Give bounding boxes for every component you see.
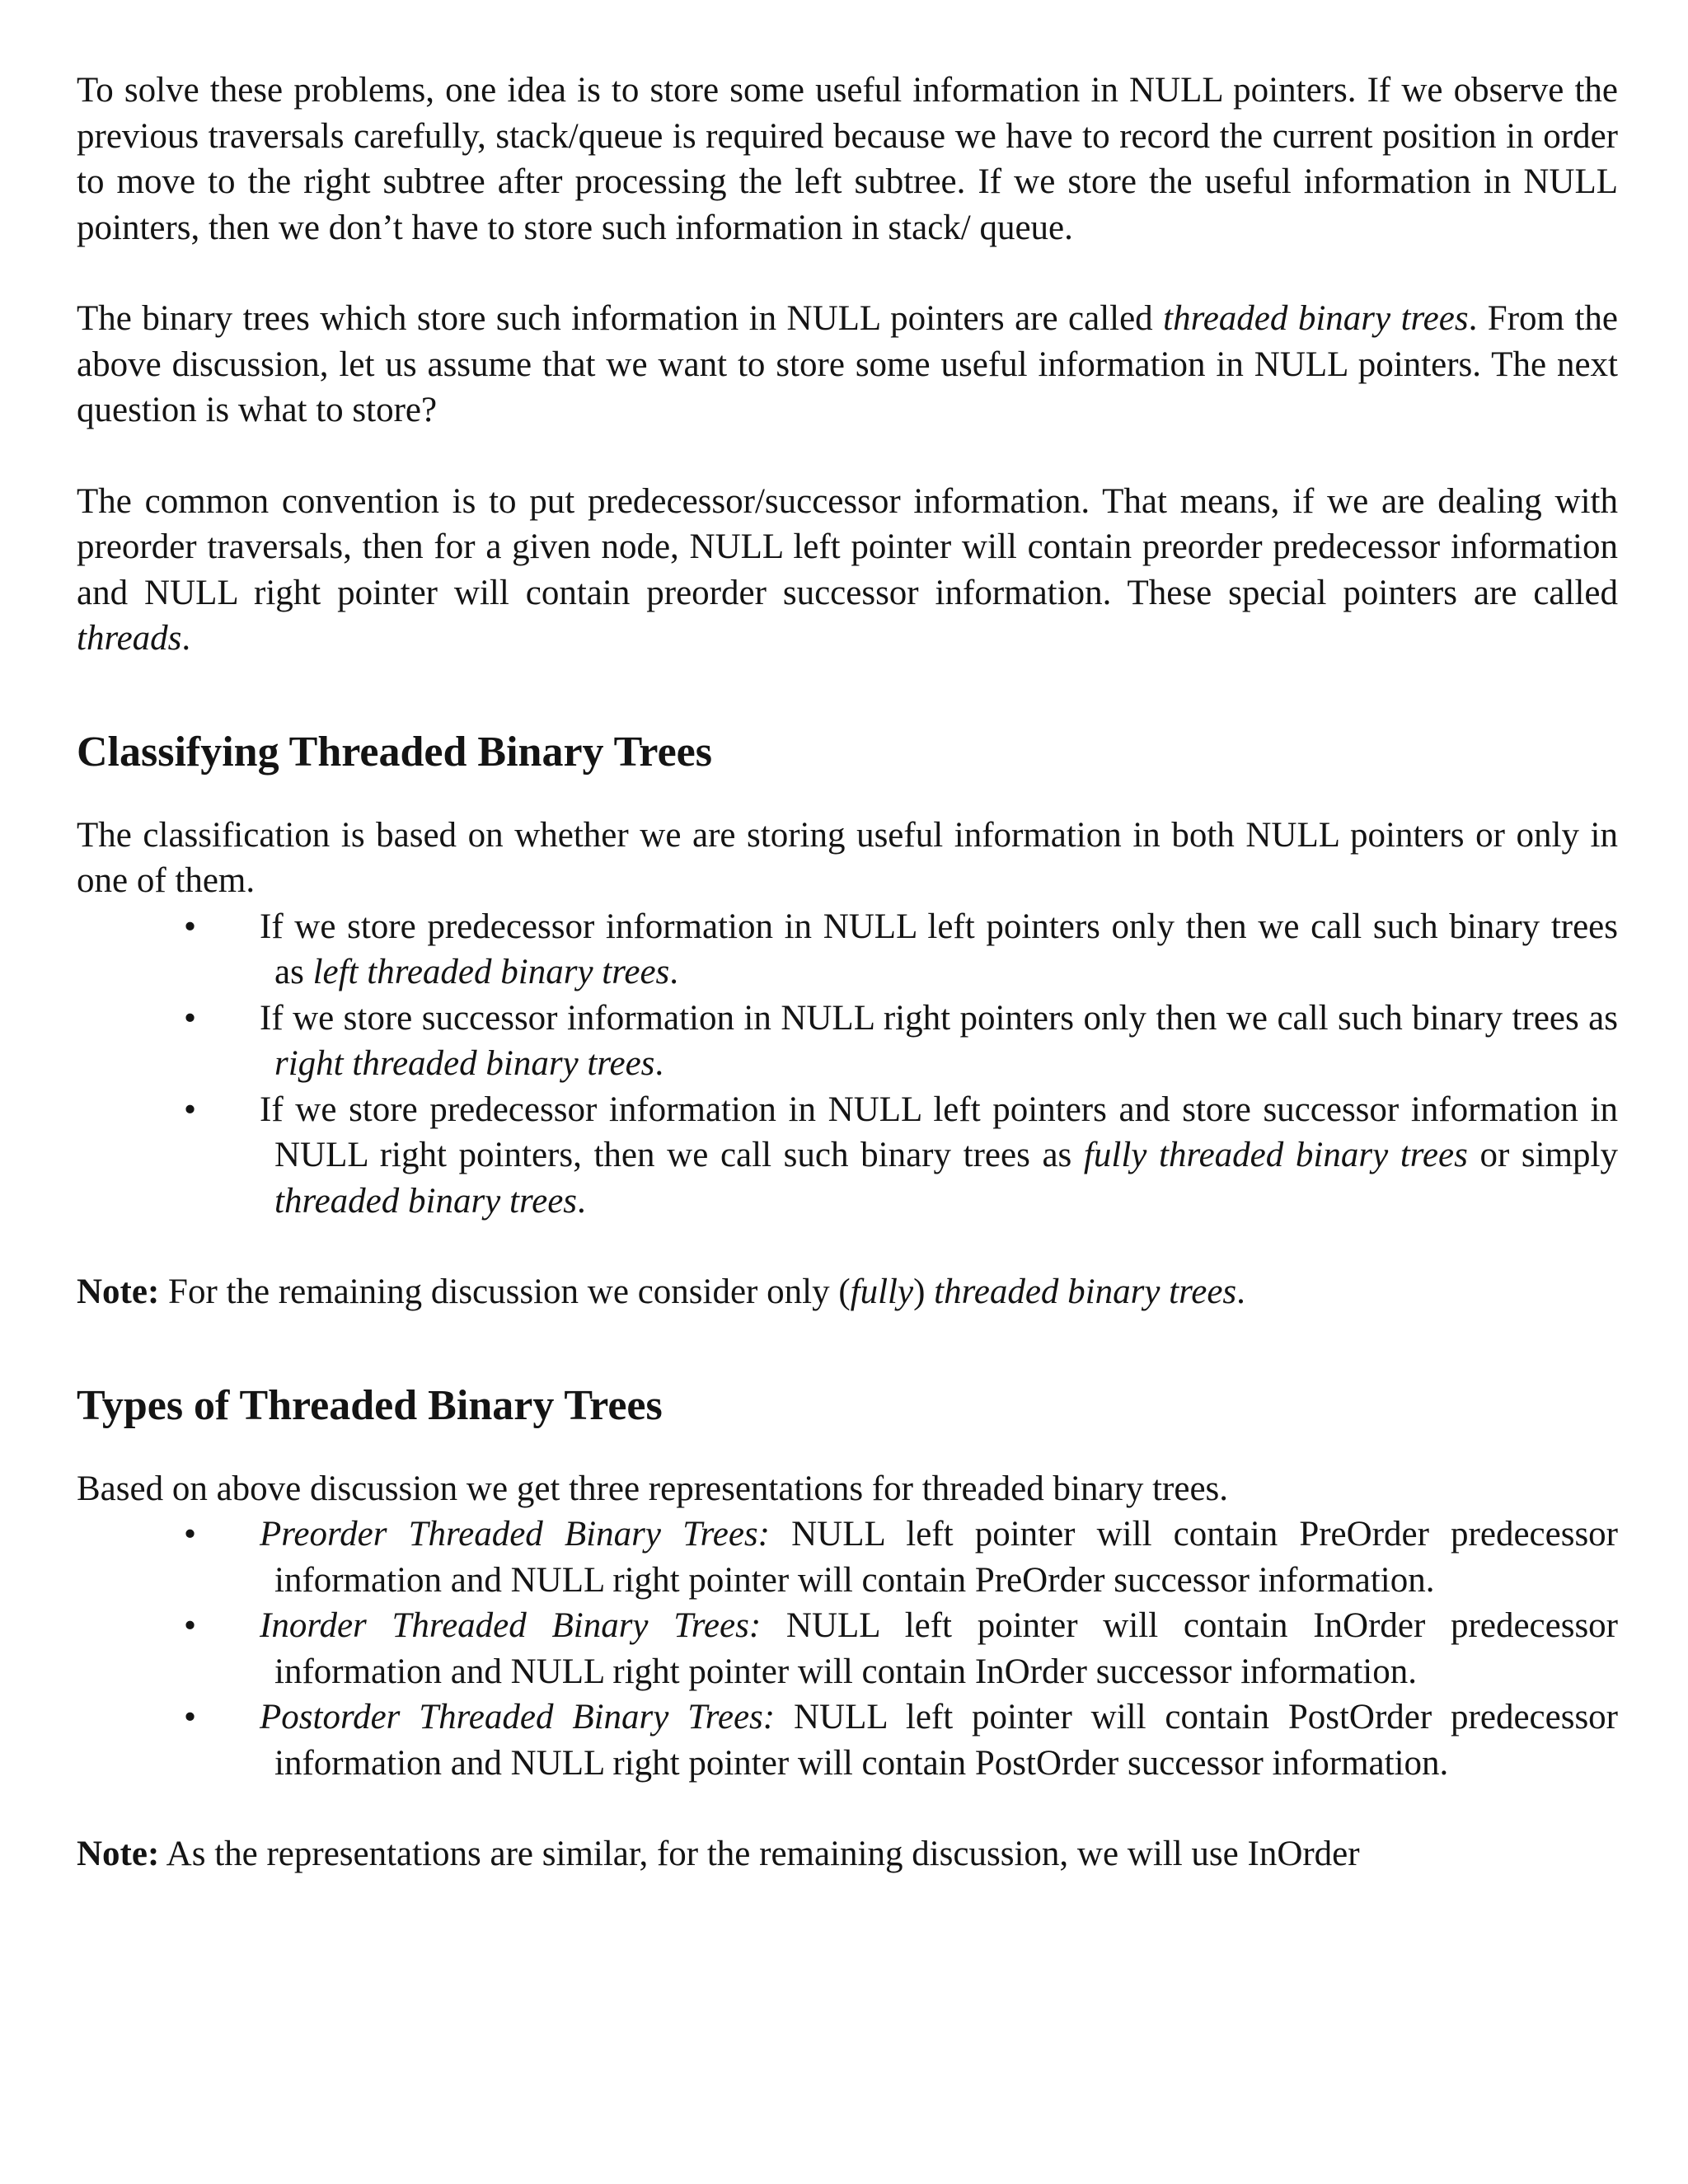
- paragraph-threaded-definition: The binary trees which store such information in NULL pointers are called threaded binary trees. From the above discussion, let us assume that we want to store some useful information in NULL pointers. The next question is what to store?: [77, 299, 1618, 429]
- list-item: • Postorder Threaded Binary Trees: NULL left pointer will contain PostOrder predecessor information and NULL right pointer will contain PostOrder successor information.: [77, 1694, 1618, 1786]
- bullet-icon: •: [184, 1698, 197, 1736]
- paragraph-null-pointers: To solve these problems, one idea is to store some useful information in NULL pointers. If we observe the previous traversals carefully, stack/queue is required because we have to record the current position in order to move to the right subtree after processing the left subtree. If we store the useful information in NULL pointers, then we don’t have to store such information in stack/ queue.: [77, 71, 1618, 247]
- paragraph-types-intro: Based on above discussion we get three representations for threaded binary trees.: [77, 1469, 1229, 1508]
- bullet-icon: •: [184, 1606, 197, 1645]
- term-threaded-binary-trees: threaded binary trees: [1163, 299, 1469, 338]
- list-item: • If we store predecessor information in NULL left pointers and store successor information in NULL right pointers, then we call such binary trees as fully threaded binary trees or simply threaded binary trees.: [77, 1087, 1618, 1225]
- bullet-icon: •: [184, 1090, 197, 1129]
- bullet-icon: •: [184, 998, 197, 1038]
- spacer: [77, 1315, 1618, 1377]
- note-label: Note:: [77, 1272, 160, 1311]
- spacer: [77, 434, 1618, 479]
- spacer: [77, 662, 1618, 724]
- document-page: [77, 68, 1618, 1877]
- spacer: [77, 1786, 1618, 1831]
- heading-types: Types of Threaded Binary Trees: [77, 1381, 663, 1429]
- types-list: [77, 1511, 1618, 1786]
- note-inorder: Note: As the representations are similar, for the remaining discussion, we will use InOrder: [77, 1835, 1360, 1873]
- list-item: • Preorder Threaded Binary Trees: NULL left pointer will contain PreOrder predecessor information and NULL right pointer will contain PreOrder successor information.: [77, 1511, 1618, 1603]
- bullet-icon: •: [184, 907, 197, 946]
- note-fully-threaded: Note: For the remaining discussion we consider only (fully) threaded binary trees.: [77, 1272, 1245, 1311]
- list-item: • If we store predecessor information in NULL left pointers only then we call such binary trees as left threaded binary trees.: [77, 904, 1618, 996]
- spacer: [77, 1224, 1618, 1269]
- spacer: [77, 251, 1618, 296]
- note-label: Note:: [77, 1835, 160, 1873]
- spacer: [77, 1435, 1618, 1466]
- paragraph-convention: The common convention is to put predecessor/successor information. That means, if we are dealing with preorder traversals, then for a given node, NULL left pointer will contain preorder predecessor information and NULL right pointer will contain preorder successor information. These special pointers are called threads.: [77, 481, 1618, 658]
- term-threads: threads: [77, 619, 182, 658]
- classification-list: [77, 904, 1618, 1225]
- heading-classifying: Classifying Threaded Binary Trees: [77, 728, 712, 776]
- paragraph-classification-intro: The classification is based on whether we are storing useful information in both NULL pointers or only in one of them.: [77, 815, 1618, 900]
- spacer: [77, 781, 1618, 813]
- bullet-icon: •: [184, 1515, 197, 1554]
- list-item: • Inorder Threaded Binary Trees: NULL left pointer will contain InOrder predecessor information and NULL right pointer will contain InOrder successor information.: [77, 1603, 1618, 1694]
- list-item: • If we store successor information in NULL right pointers only then we call such binary trees as right threaded binary trees.: [77, 996, 1618, 1087]
